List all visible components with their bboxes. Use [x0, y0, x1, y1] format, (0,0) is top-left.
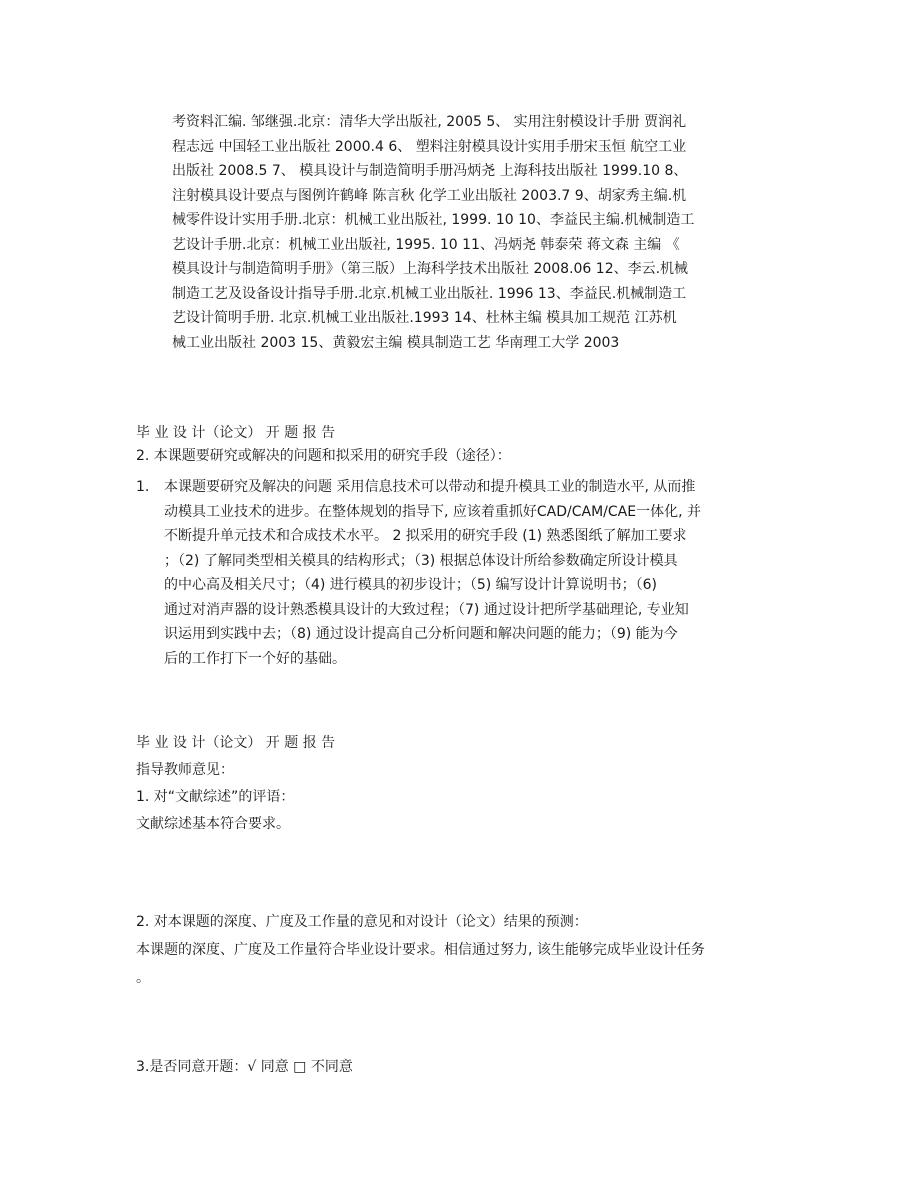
answer-line: 识运用到实践中去；（8) 通过设计提高自己分析问题和解决问题的能力；（9) 能为今 — [164, 626, 678, 642]
section3-block — [136, 730, 335, 838]
references-list — [172, 110, 784, 355]
reference-line: 考资料汇编. 邹继强.北京：清华大学出版社, 2005 5、 实用注射模设计手册 贾润礼 — [172, 114, 687, 130]
question-label: 2. 本课题要研究或解决的问题和拟采用的研究手段（途径）： — [136, 448, 511, 464]
answer-line: 通过对消声器的设计熟悉模具设计的大致过程；（7) 通过设计把所学基础理论, 专业知 — [164, 601, 689, 618]
answer-text: 本课题要研究及解决的问题 采用信息技术可以带动和提升模具工业的制造水平, 从而推 — [164, 479, 696, 495]
answer-line: 动模具工业技术的进步。在整体规划的指导下, 应该着重抓好CAD/CAM/CAE一体化, 并 — [164, 503, 701, 520]
answer-line: 的中心高及相关尺寸；（4) 进行模具的初步设计；（5) 编写设计计算说明书；（6) — [164, 577, 658, 593]
item3-block — [136, 1056, 353, 1079]
reference-line: 模具设计与制造简明手册》（第三版）上海科学技术出版社 2008.06 12、李云.机械 — [172, 261, 689, 277]
approval-line: 3.是否同意开题：√ 同意 □ 不同意 — [136, 1059, 353, 1075]
section-header: 毕 业 设 计（论文） 开 题 报 告 — [136, 425, 336, 441]
answer-line: ；（2) 了解同类型相关模具的结构形式；（3) 根据总体设计所给参数确定所设计模具 — [164, 552, 678, 569]
reference-line: 械零件设计实用手册.北京：机械工业出版社, 1999. 10 10、李益民主编.机械制造工 — [172, 212, 695, 228]
item2-block — [136, 908, 705, 992]
item1-text: 文献综述基本符合要求。 — [136, 816, 290, 832]
section-header: 毕 业 设 计（论文） 开 题 报 告 — [136, 735, 336, 751]
reference-line: 出版社 2008.5 7、 模具设计与制造简明手册冯炳尧 上海科技出版社 1999.10 8、 — [172, 163, 688, 179]
answer-line: 不断提升单元技术和合成技术水平。 2 拟采用的研究手段 (1) 熟悉图纸了解加工要求 — [164, 528, 687, 544]
research-answer — [136, 475, 786, 671]
item2-label: 2. 对本课题的深度、广度及工作量的意见和对设计（论文）结果的预测： — [136, 914, 588, 930]
reference-line: 艺设计手册.北京：机械工业出版社, 1995. 10 11、冯炳尧 韩泰荣 蒋文森 主编 《 — [172, 236, 680, 253]
answer-number: 1. — [136, 479, 150, 495]
reference-line: 注射模具设计要点与图例许鹤峰 陈言秋 化学工业出版社 2003.7 9、胡家秀主编.机 — [172, 187, 687, 204]
answer-line: 后的工作打下一个好的基础。 — [164, 650, 346, 667]
answer-line — [136, 475, 786, 500]
reference-line: 制造工艺及设备设计指导手册.北京.机械工业出版社. 1996 13、李益民.机械制造工 — [172, 285, 687, 302]
item1-label: 1. 对“文献综述”的评语： — [136, 789, 295, 805]
item2-text: 本课题的深度、广度及工作量符合毕业设计要求。相信通过努力, 该生能够完成毕业设计任务 — [136, 942, 705, 958]
section2-heading-block — [136, 422, 511, 468]
reference-line: 程志远 中国轻工业出版社 2000.4 6、 塑料注射模具设计实用手册宋玉恒 航空工业 — [172, 138, 687, 155]
advisor-label: 指导教师意见： — [136, 762, 234, 778]
reference-line: 艺设计简明手册. 北京.机械工业出版社.1993 14、杜林主编 模具加工规范 江苏机 — [172, 310, 677, 326]
reference-line: 械工业出版社 2003 15、黄毅宏主编 模具制造工艺 华南理工大学 2003 — [172, 334, 620, 351]
item2-text-continued: 。 — [136, 970, 150, 986]
